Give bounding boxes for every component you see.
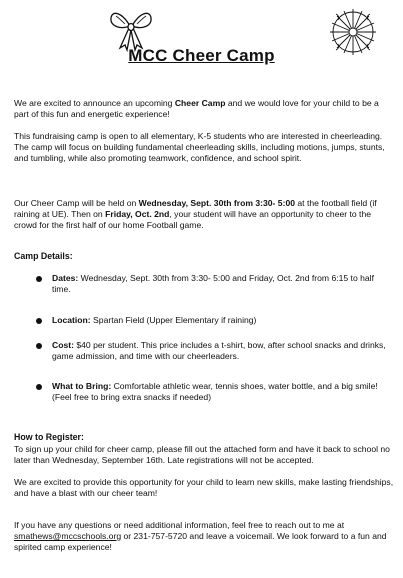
page-title: MCC Cheer Camp [128,46,275,65]
list-item-location: Location: Spartan Field (Upper Elementary if raining) [52,315,257,325]
intro-paragraph: We are excited to announce an upcoming Cheer Camp and we would love for your child to be a part of this fun and energetic experience! [14,98,379,119]
how-to-register-heading: How to Register: [14,432,84,442]
email-link[interactable]: smathews@mccschools.org [14,531,122,541]
list-item-cost: Cost: $40 per student. This price includes a t-shirt, bow, after school snacks and drinks, game admission, and time with our cheerleaders. [52,340,386,361]
description-paragraph: This fundraising camp is open to all elementary, K-5 students who are interested in cheerleading. The camp will focus on building fundamental cheerleading skills, including motions, jumps, stunts, and tumbling, while also promoting teamwork, confidence, and school spirit. [14,131,385,163]
closing-paragraph: We are excited to provide this opportunity for your child to learn new skills, make lasting friendships, and have a blast with our cheer team! [14,477,394,498]
bullet-icon [36,318,42,324]
bullet-icon [36,343,42,349]
camp-details-heading: Camp Details: [14,251,73,261]
bullet-icon [36,276,42,282]
bullet-icon [36,384,42,390]
list-item-dates: Dates: Wednesday, Sept. 30th from 3:30- 5:00 and Friday, Oct. 2nd from 6:15 to half time. [52,273,374,294]
list-item-what-to-bring: What to Bring: Comfortable athletic wear, tennis shoes, water bottle, and a big smile! (Feel free to bring extra snacks if needed) [52,381,378,402]
schedule-paragraph: Our Cheer Camp will be held on Wednesday, Sept. 30th from 3:30- 5:00 at the football field (if raining at UE). Then on Friday, Oct. 2nd, your student will have an opportunity to cheer to the crowd for the first half of our home Football game. [14,198,377,230]
contact-paragraph: If you have any questions or need additional information, feel free to reach out to me at smathews@mccschools.org or 231-757-5720 and leave a voicemail. We look forward to a fun and spirited camp experience! [14,520,387,552]
register-paragraph: To sign up your child for cheer camp, please fill out the attached form and have it back to school no later than Wednesday, September 16th. Late registrations will not be accepted. [14,444,390,465]
